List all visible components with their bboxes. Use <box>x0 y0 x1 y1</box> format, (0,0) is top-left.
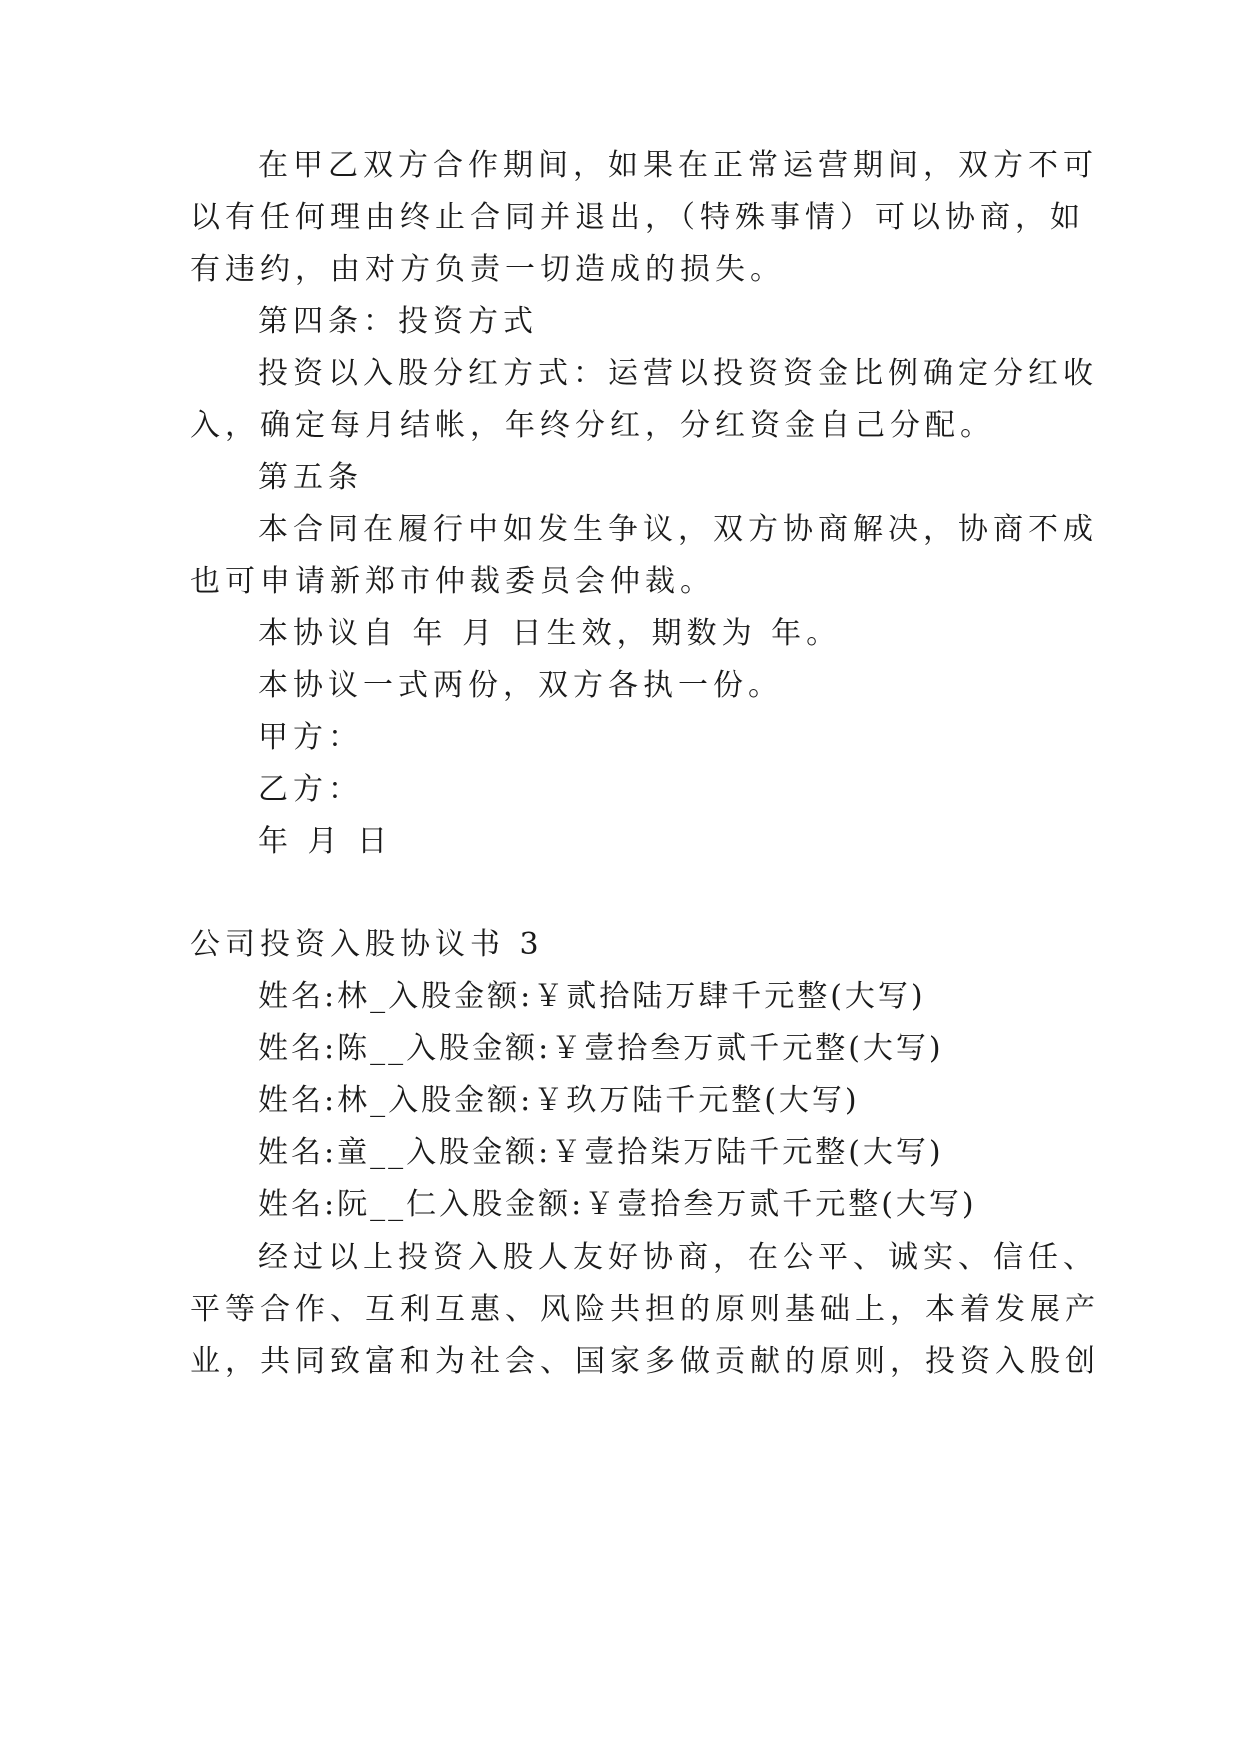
paragraph-cooperation-line-2: 以有任何理由终止合同并退出，（特殊事情）可以协商，如 <box>190 200 1085 235</box>
shareholder-row: 姓名:阮__仁入股金额:￥壹拾叁万贰千元整(大写) <box>258 1187 977 1222</box>
article-4-heading: 第四条：投资方式 <box>258 304 538 339</box>
party-a-signature: 甲方： <box>258 720 363 755</box>
paragraph-investment-line-1: 投资以入股分红方式：运营以投资资金比例确定分红收 <box>258 356 1098 391</box>
paragraph-cooperation-line-1: 在甲乙双方合作期间，如果在正常运营期间，双方不可 <box>258 148 1098 183</box>
paragraph-principles-line-1: 经过以上投资入股人友好协商，在公平、诚实、信任、 <box>258 1240 1098 1275</box>
effective-date-line: 本协议自 年 月 日生效，期数为 年。 <box>258 616 842 651</box>
paragraph-principles-line-2: 平等合作、互利互惠、风险共担的原则基础上，本着发展产 <box>190 1292 1100 1327</box>
party-b-signature: 乙方： <box>258 772 363 807</box>
paragraph-investment-line-2: 入，确定每月结帐，年终分红，分红资金自己分配。 <box>190 408 995 443</box>
shareholder-row: 姓名:童__入股金额:￥壹拾柒万陆千元整(大写) <box>258 1135 944 1170</box>
article-5-heading: 第五条 <box>258 460 363 495</box>
paragraph-principles-line-3: 业，共同致富和为社会、国家多做贡献的原则，投资入股创 <box>190 1344 1100 1379</box>
paragraph-dispute-line-2: 也可申请新郑市仲裁委员会仲裁。 <box>190 564 715 599</box>
paragraph-dispute-line-1: 本合同在履行中如发生争议，双方协商解决，协商不成 <box>258 512 1098 547</box>
paragraph-cooperation-line-3: 有违约，由对方负责一切造成的损失。 <box>190 252 785 287</box>
shareholder-row: 姓名:林_入股金额:￥玖万陆千元整(大写) <box>258 1083 860 1118</box>
shareholder-row: 姓名:陈__入股金额:￥壹拾叁万贰千元整(大写) <box>258 1031 944 1066</box>
date-line: 年 月 日 <box>258 824 393 859</box>
shareholder-row: 姓名:林_入股金额:￥贰拾陆万肆千元整(大写) <box>258 979 926 1014</box>
copies-line: 本协议一式两份，双方各执一份。 <box>258 668 783 703</box>
section-3-title: 公司投资入股协议书 3 <box>190 927 544 962</box>
